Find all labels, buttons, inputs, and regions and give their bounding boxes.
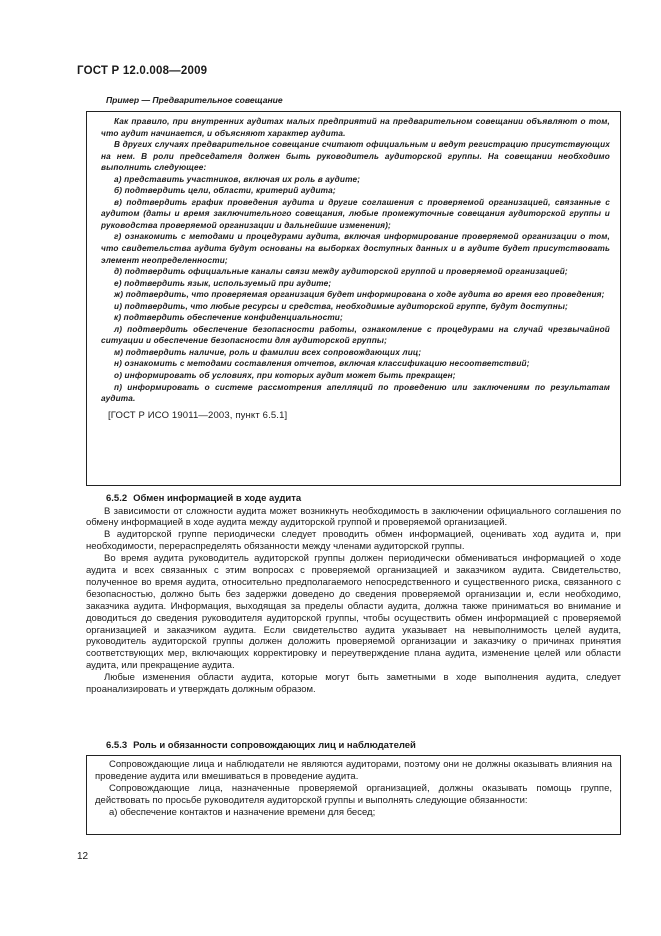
section-6-5-3-heading	[86, 740, 621, 753]
page-header-doc-id: ГОСТ Р 12.0.008—2009	[77, 65, 208, 77]
example-list-item: п) информировать о системе рассмотрения апелляций по проведению или заключениям по результатам аудита.	[101, 382, 610, 404]
example-list-item: г) ознакомить с методами и процедурами аудита, включая информирование проверяемой организации о том, что свидетельства аудита будут основаны на выборках доступных данных и в аудите будет присутствовать элемент неопределенности;	[101, 232, 610, 265]
example-list-item: д) подтвердить официальные каналы связи между аудиторской группой и проверяемой организацией;	[114, 267, 568, 277]
section-number: 6.5.3	[106, 740, 128, 751]
section-6-5-2	[86, 493, 621, 696]
example-paragraph: Как правило, при внутренних аудитах малых предприятий на предварительном совещании объявляют о том, что аудит начинается, и объясняют характер аудита.	[101, 117, 610, 138]
body-paragraph: Любые изменения области аудита, которые могут быть заметными в ходе выполнения аудита, следует проанализировать и утверждать должным образом.	[86, 672, 621, 696]
example-box	[86, 111, 621, 486]
example-list-item: л) подтвердить обеспечение безопасности работы, ознакомление с процедурами на случай чрезвычайной ситуации и обеспечение безопасности для аудиторской группы;	[101, 324, 610, 346]
example-title: Пример — Предварительное совещание	[106, 95, 283, 105]
example-paragraph: В других случаях предварительное совещание считают официальным и ведут регистрацию присутствующих на нем. В роли председателя должен быть руководитель аудиторской группы. На совещании необходимо выполнить следующее:	[101, 140, 610, 173]
section-heading	[86, 740, 621, 753]
section-number: 6.5.2	[106, 493, 128, 504]
example-list-item: в) подтвердить график проведения аудита и другие соглашения с проверяемой организацией, связанные с аудитом (даты и время заключительного совещания, любые промежуточные совещания аудиторской группы и руководства проверяемой организации и дальнейшие изменения);	[101, 197, 610, 230]
section-title: Обмен информацией в ходе аудита	[133, 493, 302, 504]
example-citation: [ГОСТ Р ИСО 19011—2003, пункт 6.5.1]	[108, 409, 288, 421]
body-paragraph: В зависимости от сложности аудита может возникнуть необходимость в заключении официального соглашения по обмену информацией в ходе аудита между аудиторской группой и проверяемой организацией.	[86, 505, 621, 529]
section-title: Роль и обязанности сопровождающих лиц и наблюдателей	[133, 740, 416, 751]
example-list-item: н) ознакомить с методами составления отчетов, включая классификацию несоответствий;	[114, 359, 530, 369]
list-item: а) обеспечение контактов и назначение времени для бесед;	[109, 806, 376, 818]
example-list-item: к) подтвердить обеспечение конфиденциальности;	[114, 313, 343, 323]
example-list-item: о) информировать об условиях, при которых аудит может быть прекращен;	[114, 371, 456, 381]
example-list-item: б) подтвердить цели, области, критерий аудита;	[114, 186, 336, 196]
example-list-item: м) подтвердить наличие, роль и фамилии всех сопровождающих лиц;	[114, 347, 422, 357]
body-paragraph: Сопровождающие лица, назначенные проверяемой организацией, должны оказывать помощь группе, действовать по просьбе руководителя аудиторской группы и выполнять следующие обязанности:	[95, 782, 612, 806]
example-list-item: ж) подтвердить, что проверяемая организация будет информирована о ходе аудита во время его проведения;	[114, 290, 605, 300]
body-paragraph: В аудиторской группе периодически следует проводить обмен информацией, оценивать ход аудита и, при необходимости, перераспределять обязанности между членами аудиторской группы.	[86, 529, 621, 553]
page-number: 12	[77, 851, 89, 862]
body-paragraph: Сопровождающие лица и наблюдатели не являются аудиторами, поэтому они не должны оказывать влияния на проведение аудита или вмешиваться в проведение аудита.	[95, 759, 612, 782]
example-list-item: а) представить участников, включая их роль в аудите;	[114, 174, 361, 184]
section-heading	[86, 493, 621, 506]
example-list-item: е) подтвердить язык, используемый при аудите;	[114, 278, 332, 288]
example-list-item: и) подтвердить, что любые ресурсы и средства, необходимые аудиторской группе, будут доступны;	[114, 301, 568, 311]
body-paragraph: Во время аудита руководитель аудиторской группы должен периодически обмениваться информацией о ходе аудита и всех связанных с этим вопросах с проверяемой организацией и заказчиком аудита. Свидетельство, полученное во время аудита, относительно предполагаемого непосредственного и существенного риска, связанного с безопасностью, должно быть без задержки доведено до сведения проверяемой организации и, если необходимо, заказчика аудита. Информация, выходящая за пределы области аудита, должна также приниматься во внимание и доводиться до сведения руководителя аудиторской группы, чтобы осуществить обмен информацией с проверяемой организацией и заказчиком аудита. Если свидетельство аудита указывает на невыполнимость целей аудита, руководитель аудиторской группы должен доложить проверяемой организации и заказчику о причинах принятия соответствующих мер, включающих корректировку и переутверждение плана аудита, изменение целей или области аудита, или прекращение аудита.	[86, 553, 621, 672]
section-6-5-3-box	[86, 755, 621, 835]
